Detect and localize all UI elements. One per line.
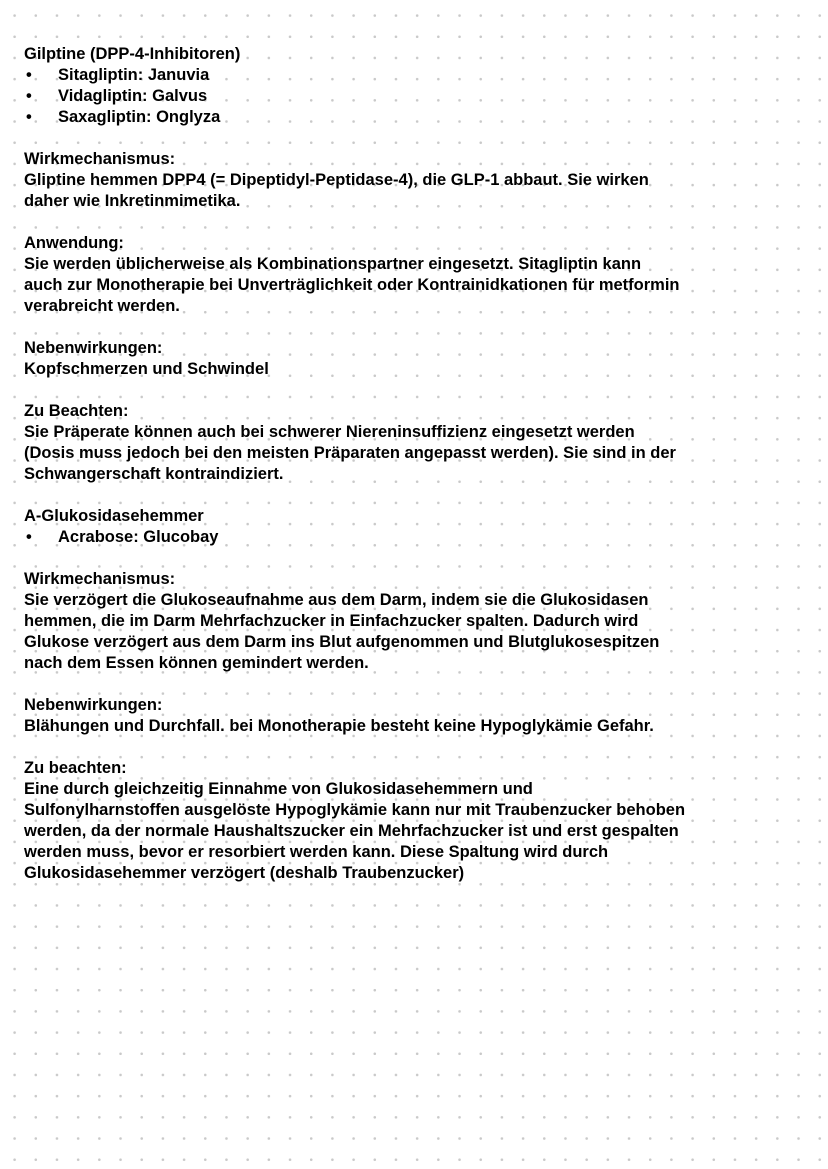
gliptine-drug-list bbox=[24, 65, 768, 128]
notes-label: Zu beachten: bbox=[24, 759, 127, 777]
side-effects-text: Kopfschmerzen und Schwindel bbox=[24, 360, 269, 378]
glucosidase-section bbox=[24, 506, 768, 548]
gliptine-notes bbox=[24, 401, 768, 485]
gliptine-heading: Gilptine (DPP-4-Inhibitoren) bbox=[24, 45, 241, 63]
side-effects-text: Blähungen und Durchfall. bei Monotherapie besteht keine Hypoglykämie Gefahr. bbox=[24, 717, 654, 735]
list-item bbox=[24, 86, 768, 107]
drug-name: Sitagliptin: Januvia bbox=[58, 66, 210, 84]
mechanism-text: daher wie Inkretinmimetika. bbox=[24, 192, 241, 210]
side-effects-label: Nebenwirkungen: bbox=[24, 696, 163, 714]
gliptine-side-effects bbox=[24, 338, 768, 380]
mechanism-text: Sie verzögert die Glukoseaufnahme aus dem Darm, indem sie die Glukosidasen bbox=[24, 591, 649, 609]
notes-label: Zu Beachten: bbox=[24, 402, 129, 420]
bullet: • bbox=[26, 108, 32, 126]
drug-name: Saxagliptin: Onglyza bbox=[58, 108, 221, 126]
gliptine-section bbox=[24, 44, 768, 128]
glucosidase-side-effects bbox=[24, 695, 768, 737]
drug-name: Acrabose: Glucobay bbox=[58, 528, 219, 546]
notes-text: (Dosis muss jedoch bei den meisten Präparaten angepasst werden). Sie sind in der bbox=[24, 444, 676, 462]
gliptine-mechanism bbox=[24, 149, 768, 212]
bullet: • bbox=[26, 66, 32, 84]
mechanism-text: Glukose verzögert aus dem Darm ins Blut aufgenommen und Blutglukosespitzen bbox=[24, 633, 660, 651]
glucosidase-mechanism bbox=[24, 569, 768, 674]
mechanism-label: Wirkmechanismus: bbox=[24, 150, 176, 168]
application-label: Anwendung: bbox=[24, 234, 124, 252]
glucosidase-heading: A-Glukosidasehemmer bbox=[24, 507, 204, 525]
glucosidase-notes bbox=[24, 758, 768, 884]
application-text: Sie werden üblicherweise als Kombinationspartner eingesetzt. Sitagliptin kann bbox=[24, 255, 642, 273]
list-item bbox=[24, 527, 768, 548]
drug-name: Vidagliptin: Galvus bbox=[58, 87, 208, 105]
notes-text: Schwangerschaft kontraindiziert. bbox=[24, 465, 284, 483]
application-text: verabreicht werden. bbox=[24, 297, 180, 315]
side-effects-label: Nebenwirkungen: bbox=[24, 339, 163, 357]
notes-text: Eine durch gleichzeitig Einnahme von Glukosidasehemmern und bbox=[24, 780, 533, 798]
notes-text: Glukosidasehemmer verzögert (deshalb Traubenzucker) bbox=[24, 864, 465, 882]
bullet: • bbox=[26, 87, 32, 105]
gliptine-application bbox=[24, 233, 768, 317]
mechanism-text: hemmen, die im Darm Mehrfachzucker in Einfachzucker spalten. Dadurch wird bbox=[24, 612, 639, 630]
glucosidase-drug-list bbox=[24, 527, 768, 548]
mechanism-label: Wirkmechanismus: bbox=[24, 570, 176, 588]
mechanism-text: nach dem Essen können gemindert werden. bbox=[24, 654, 369, 672]
notes-text: Sie Präperate können auch bei schwerer Niereninsuffizienz eingesetzt werden bbox=[24, 423, 635, 441]
notes-text: werden muss, bevor er resorbiert werden kann. Diese Spaltung wird durch bbox=[24, 843, 609, 861]
application-text: auch zur Monotherapie bei Unverträglichkeit oder Kontrainidkationen für metformin bbox=[24, 276, 680, 294]
list-item bbox=[24, 107, 768, 128]
bullet: • bbox=[26, 528, 32, 546]
notes-text: werden, da der normale Haushaltszucker ein Mehrfachzucker ist und erst gespalten bbox=[24, 822, 679, 840]
notes-text: Sulfonylharnstoffen ausgelöste Hypoglykämie kann nur mit Traubenzucker behoben bbox=[24, 801, 686, 819]
mechanism-text: Gliptine hemmen DPP4 (= Dipeptidyl-Peptidase-4), die GLP-1 abbaut. Sie wirken bbox=[24, 171, 649, 189]
list-item bbox=[24, 65, 768, 86]
